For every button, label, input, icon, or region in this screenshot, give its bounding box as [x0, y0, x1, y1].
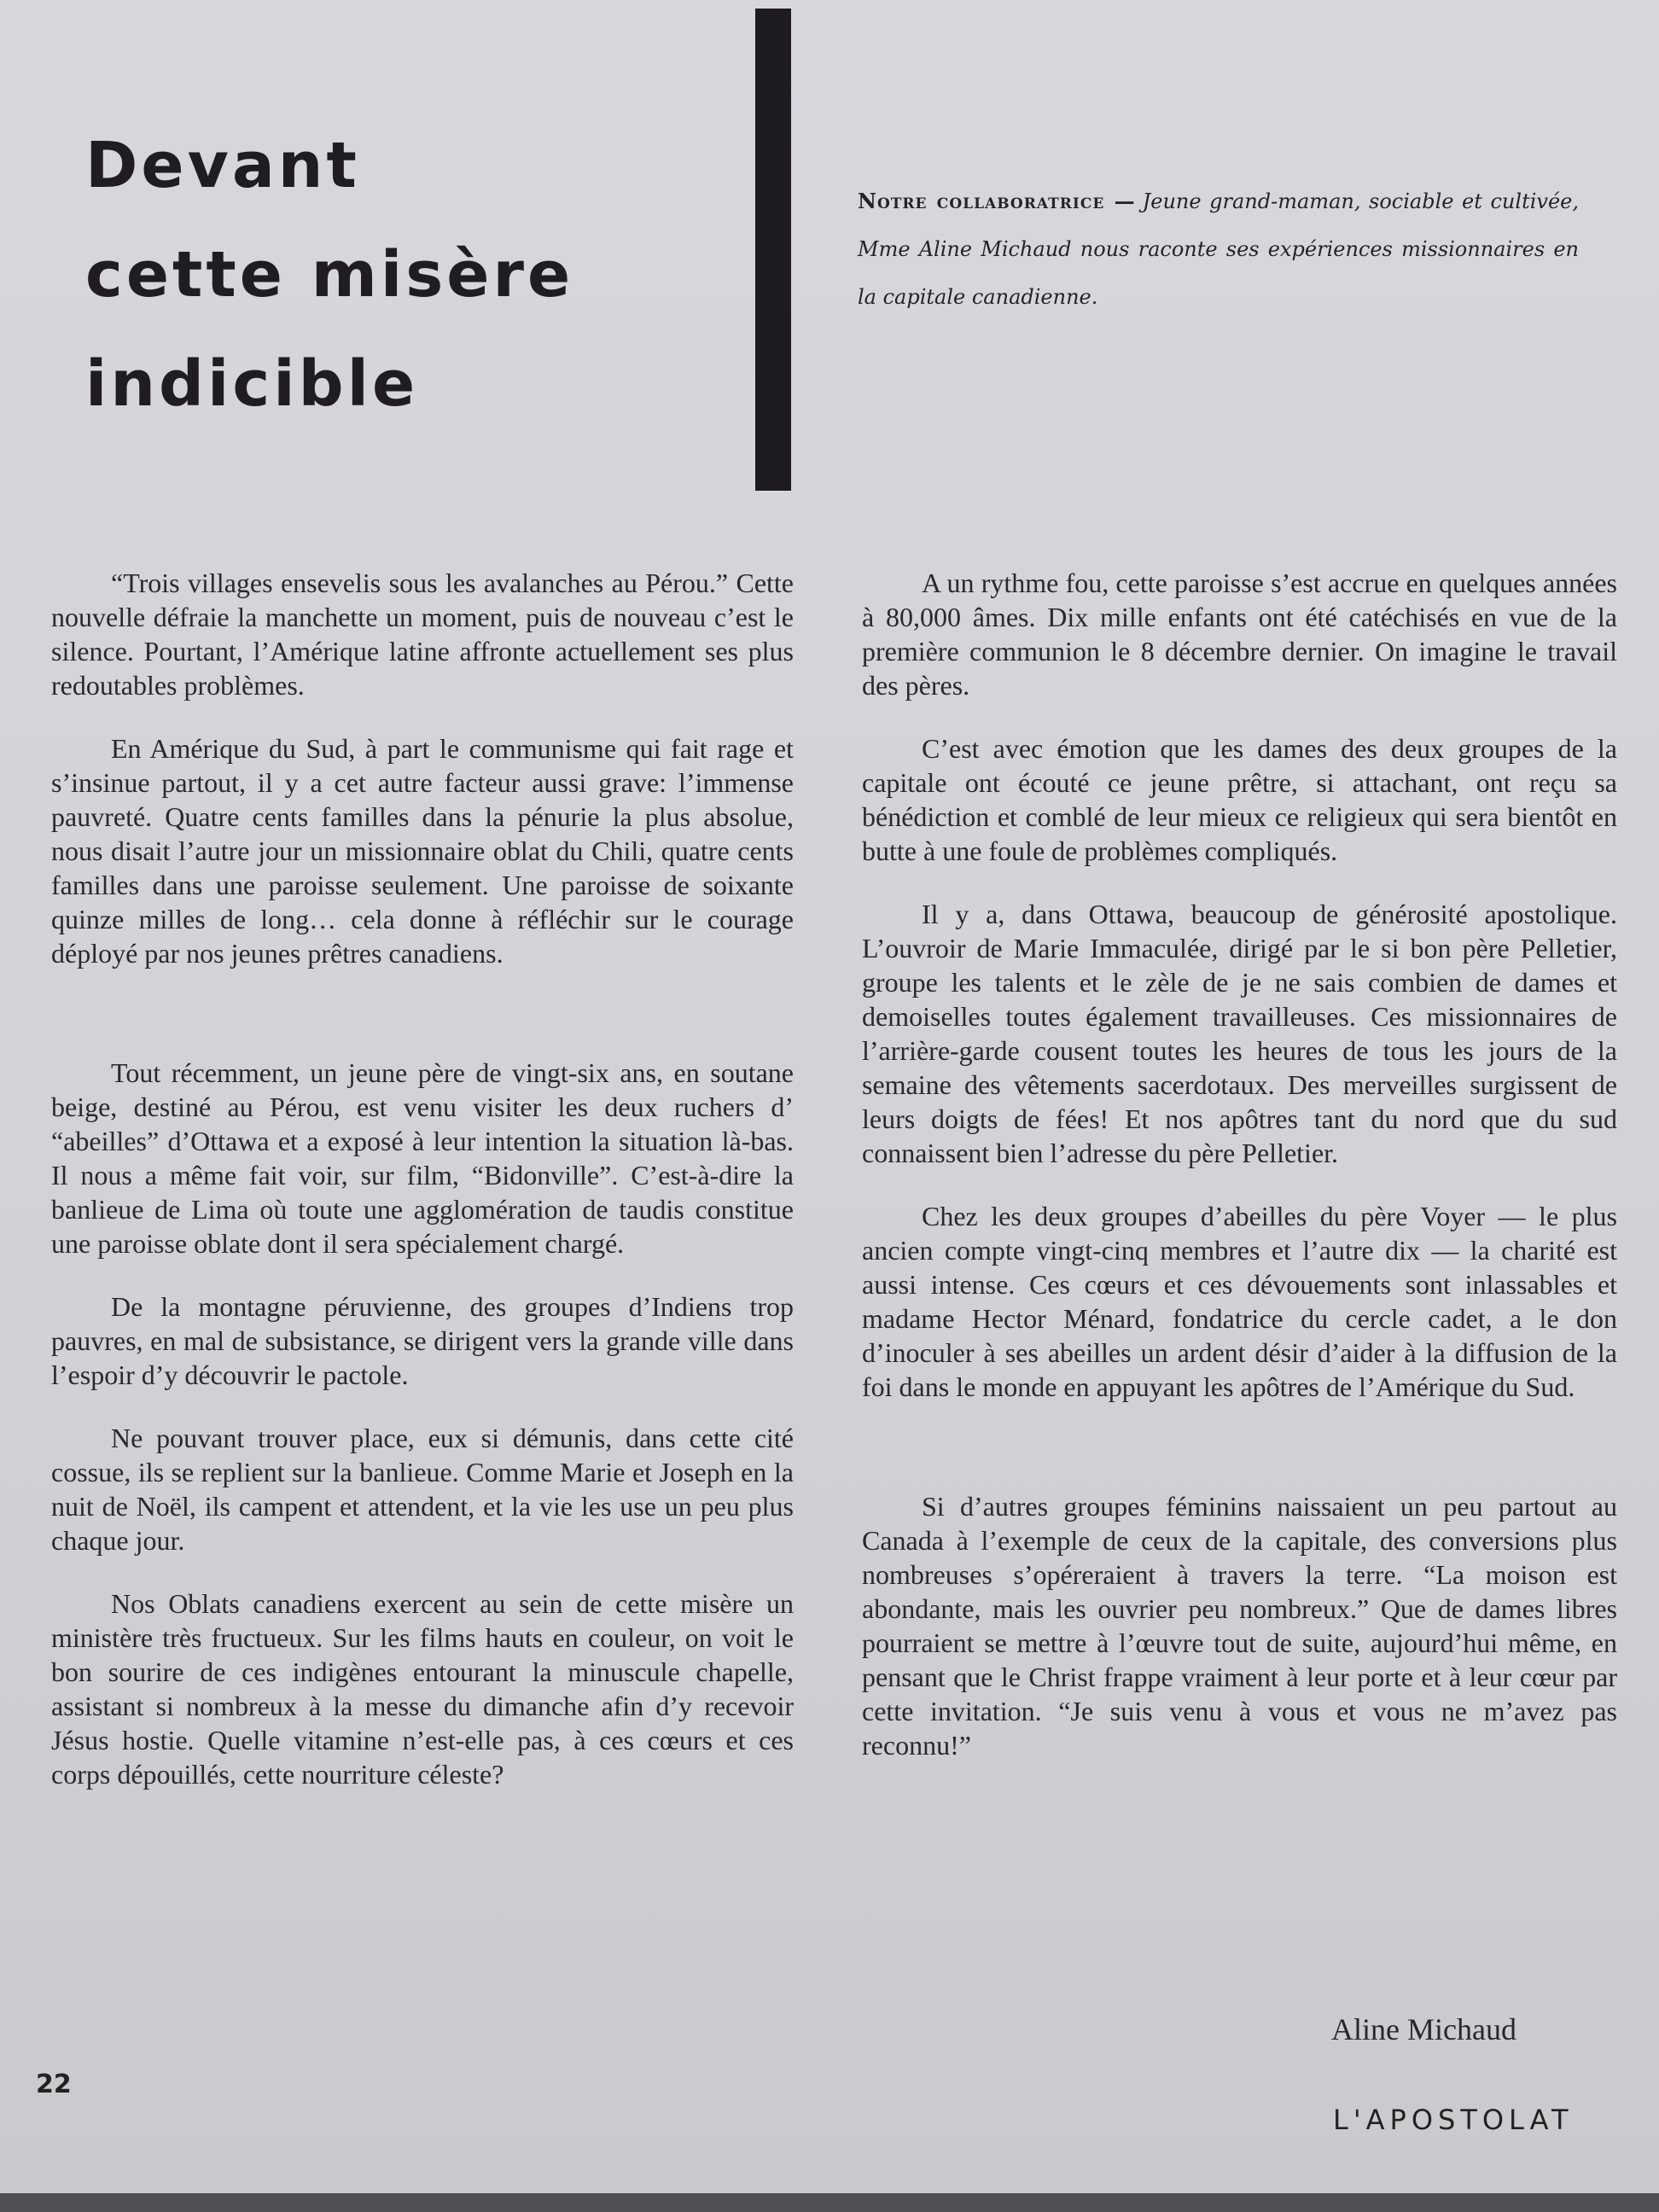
intro-label: Notre collaboratrice —	[858, 189, 1136, 213]
title-line-3: indicible	[85, 347, 419, 421]
left-column	[51, 566, 794, 1791]
paragraph: Il y a, dans Ottawa, beaucoup de générosité apostolique. L’ouvroir de Marie Immaculée, dirigé par le si bon père Pelletier, groupe les talents et le zèle de je ne sais combien de dames et demoiselles toutes également travailleuses. Ces missionnaires de l’arrière-garde cousent toutes les heures de tous les jours de la semaine des vêtements sacerdotaux. Des merveilles surgissent de leurs doigts de fées! Et nos apôtres tant du nord que du sud connaissent bien l’adresse du père Pelletier.	[862, 899, 1617, 1168]
vertical-rule	[755, 9, 791, 491]
title-line-2: cette misère	[85, 238, 574, 311]
paragraph: Nos Oblats canadiens exercent au sein de cette misère un ministère très fructueux. Sur les films hauts en couleur, on voit le bon sourire de ces indigènes entourant la minuscule chapelle, assistant si nombreux à la messe du dimanche afin d’y recevoir Jésus hostie. Quelle vitamine n’est-elle pas, à ces cœurs et ces corps dépouillés, cette nourriture céleste?	[51, 1588, 794, 1790]
paragraph: Si d’autres groupes féminins naissaient un peu partout au Canada à l’exemple de ceux de la capitale, des conversions plus nombreuses s’opéreraient à travers la terre. “La moison est abondante, mais les ouvrier peu nombreux.” Que de dames libres pourraient se mettre à l’œuvre tout de suite, aujourd’hui même, en pensant que le Christ frappe vraiment à leur porte et à leur cœur par cette invitation. “Je suis venu à vous et vous ne m’avez pas reconnu!”	[862, 1491, 1617, 1761]
page-number: 22	[36, 2069, 72, 2099]
intro-text: Jeune grand-maman, sociable et cultivée, Mme Aline Michaud nous raconte ses expériences missionnaires en la capitale canadienne.	[858, 189, 1579, 309]
paragraph: De la montagne péruvienne, des groupes d’Indiens trop pauvres, en mal de subsistance, se dirigent vers la grande ville dans l’espoir d’y découvrir le pactole.	[51, 1291, 794, 1390]
right-column	[862, 566, 1617, 1762]
paragraph: Tout récemment, un jeune père de vingt-six ans, en soutane beige, destiné au Pérou, est venu visiter les deux ruchers d’ “abeilles” d’Ottawa et a exposé à leur intention la situation là-bas. Il nous a même fait voir, sur film, “Bidonville”. C’est-à-dire la banlieue de Lima où toute une agglomération de taudis constitue une paroisse oblate dont il sera spécialement chargé.	[51, 1057, 794, 1259]
title-line-1: Devant	[85, 129, 360, 202]
paragraph: En Amérique du Sud, à part le communisme qui fait rage et s’insinue partout, il y a cet autre facteur aussi grave: l’immense pauvreté. Quatre cents familles dans la pénurie la plus absolue, nous disait l’autre jour un missionnaire oblat du Chili, quatre cents familles dans une paroisse seulement. Une paroisse de soixante quinze milles de long… cela donne à réfléchir sur le courage déployé par nos jeunes prêtres canadiens.	[51, 733, 794, 969]
article-title	[85, 111, 700, 439]
paragraph: Chez les deux groupes d’abeilles du père Voyer — le plus ancien compte vingt-cinq membres et l’autre dix — la charité est aussi intense. Ces cœurs et ces dévouements sont inlassables et madame Hector Ménard, fondatrice du cercle cadet, a le don d’inoculer à ses abeilles un ardent désir d’aider à la diffusion de la foi dans le monde en appuyant les apôtres de l’Amérique du Sud.	[862, 1201, 1617, 1402]
page-bottom-edge	[0, 2193, 1659, 2212]
paragraph: C’est avec émotion que les dames des deux groupes de la capitale ont écouté ce jeune prêtre, si attachant, ont reçu sa bénédiction et comblé de leur mieux ce religieux qui sera bientôt en butte à une foule de problèmes compliqués.	[862, 733, 1617, 866]
paragraph: Ne pouvant trouver place, eux si démunis, dans cette cité cossue, ils se replient sur la banlieue. Comme Marie et Joseph en la nuit de Noël, ils campent et attendent, et la vie les use un peu plus chaque jour.	[51, 1423, 794, 1556]
author-signature: Aline Michaud	[1331, 2012, 1516, 2046]
paragraph: “Trois villages ensevelis sous les avalanches au Pérou.” Cette nouvelle défraie la manchette un moment, puis de nouveau c’est le silence. Pourtant, l’Amérique latine affronte actuellement ses plus redoutables problèmes.	[51, 568, 794, 701]
paragraph: A un rythme fou, cette paroisse s’est accrue en quelques années à 80,000 âmes. Dix mille enfants ont été catéchisés en vue de la première communion le 8 décembre dernier. On imagine le travail des pères.	[862, 568, 1617, 701]
magazine-name: L'APOSTOLAT	[1333, 2104, 1574, 2136]
author-intro	[858, 178, 1579, 321]
